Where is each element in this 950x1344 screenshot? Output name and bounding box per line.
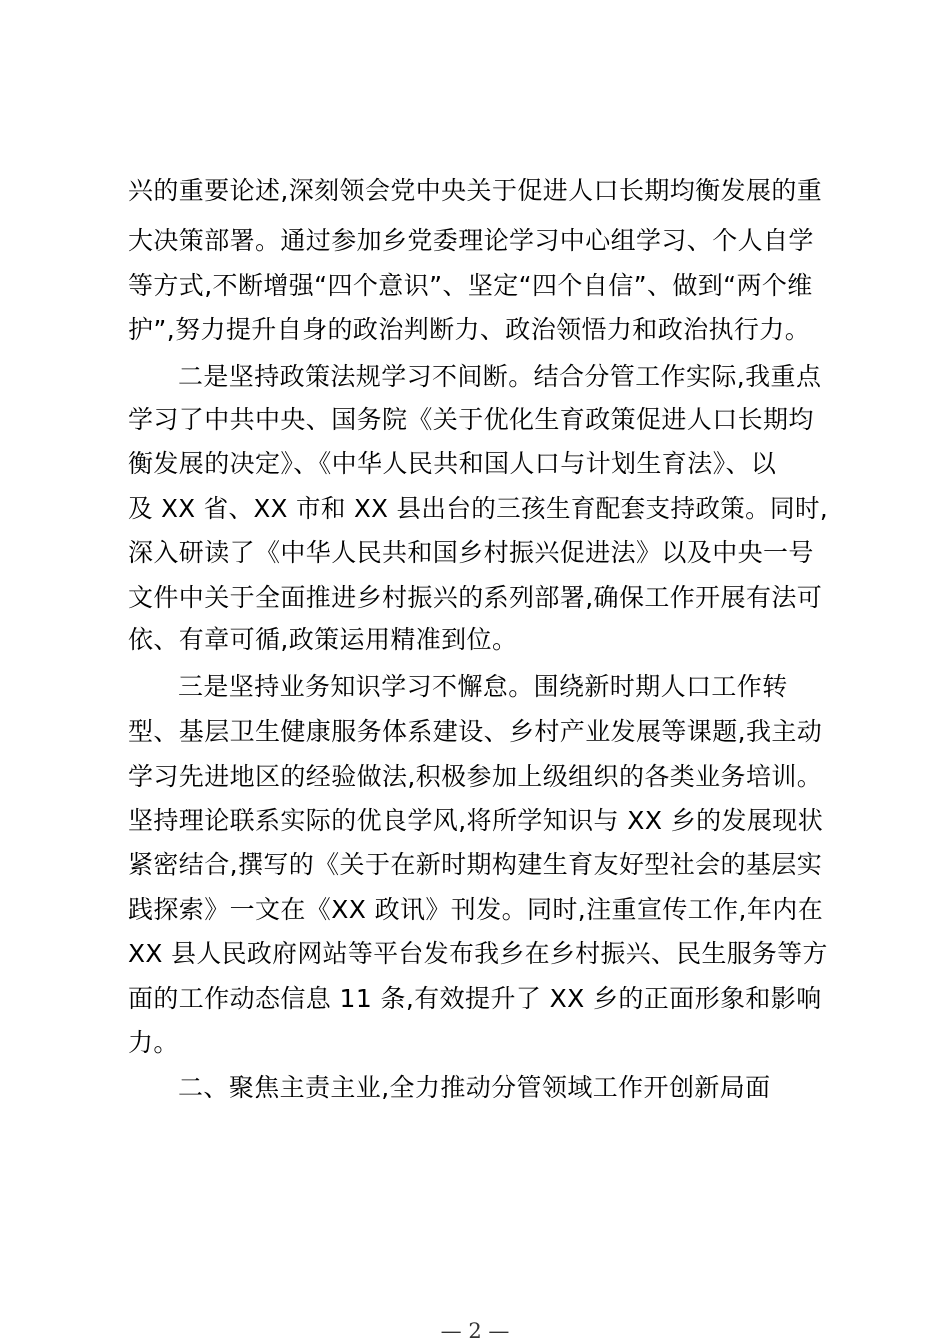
text-line: 坚持理论联系实际的优良学风,将所学知识与 XX 乡的发展现状 — [128, 806, 824, 835]
text-line: 衡发展的决定》、《中华人民共和国人口与计划生育法》、以 — [128, 449, 777, 478]
text-line: 型、基层卫生健康服务体系建设、乡村产业发展等课题,我主动 — [128, 717, 823, 746]
text-line: 兴的重要论述,深刻领会党中央关于促进人口长期均衡发展的重 — [128, 176, 823, 205]
text-line: 践探索》一文在《XX 政讯》刊发。同时,注重宣传工作,年内在 — [128, 895, 824, 924]
text-line: 及 XX 省、XX 市和 XX 县出台的三孩生育配套支持政策。同时, — [128, 494, 829, 523]
text-line: 深入研读了《中华人民共和国乡村振兴促进法》以及中央一号 — [128, 538, 814, 567]
text-line: 面的工作动态信息 11 条,有效提升了 XX 乡的正面形象和影响 — [128, 984, 822, 1013]
text-line: 三是坚持业务知识学习不懈怠。围绕新时期人口工作转 — [178, 672, 788, 701]
text-line: XX 县人民政府网站等平台发布我乡在乡村振兴、民生服务等方 — [128, 939, 828, 968]
section-heading: 二、聚焦主责主业,全力推动分管领域工作开创新局面 — [178, 1073, 771, 1102]
text-line: 等方式,不断增强“四个意识”、坚定“四个自信”、做到“两个维 — [128, 271, 813, 300]
text-line: 学习了中共中央、国务院《关于优化生育政策促进人口长期均 — [128, 405, 814, 434]
text-line: 力。 — [128, 1028, 179, 1057]
text-line: 二是坚持政策法规学习不间断。结合分管工作实际,我重点 — [178, 362, 822, 391]
text-line: 依、有章可循,政策运用精准到位。 — [128, 625, 518, 654]
text-line: 大决策部署。通过参加乡党委理论学习中心组学习、个人自学 — [128, 226, 814, 255]
text-line: 护”,努力提升自身的政治判断力、政治领悟力和政治执行力。 — [128, 315, 811, 344]
text-line: 紧密结合,撰写的《关于在新时期构建生育友好型社会的基层实 — [128, 850, 823, 879]
page-number: — 2 — — [440, 1319, 510, 1343]
text-line: 学习先进地区的经验做法,积极参加上级组织的各类业务培训。 — [128, 762, 823, 791]
text-line: 文件中关于全面推进乡村振兴的系列部署,确保工作开展有法可 — [128, 583, 823, 612]
